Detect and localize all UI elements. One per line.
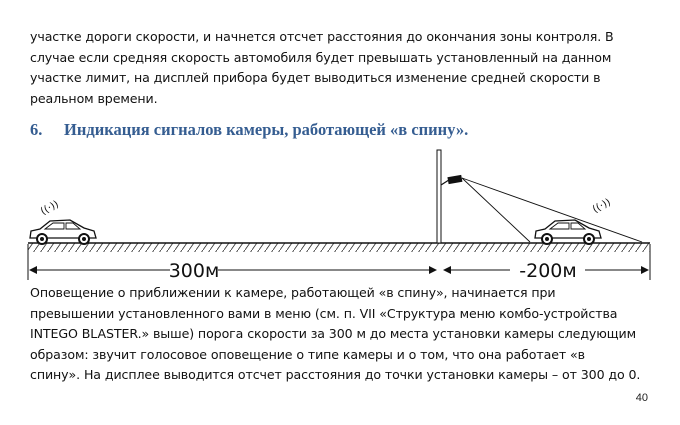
- road: [28, 243, 650, 252]
- text-line: участке лимит, на дисплей прибора будет выводиться изменение средней скорости в: [30, 70, 601, 85]
- page-number: 40: [635, 392, 648, 404]
- paragraph-intro: [30, 27, 655, 109]
- radar-signal-icon: ((·)): [590, 196, 613, 216]
- text-line: участке дороги скорости, и начнется отсчет расстояния до окончания зоны контроля. В: [30, 29, 614, 44]
- section-number: 6.: [30, 120, 43, 139]
- text-line: спину». На дисплее выводится отсчет расстояния до точки установки камеры – от 300 до 0.: [30, 367, 641, 382]
- camera-distance-diagram: [0, 140, 680, 282]
- text-line: превышении установленного вами в меню (см. п. VII «Структура меню комбо-устройства: [30, 305, 618, 321]
- text-line: Оповещение о приближении к камере, работающей «в спину», начинается при: [30, 285, 556, 300]
- text-line: образом: звучит голосовое оповещение о типе камеры и о том, что она работает «в: [30, 346, 585, 362]
- section-title: Индикация сигналов камеры, работающей «в спину».: [64, 120, 469, 139]
- text-line: случае если средняя скорость автомобиля будет превышать установленный на данном: [30, 49, 612, 65]
- distance-label-300: 300м: [168, 260, 220, 282]
- paragraph-description: [30, 283, 655, 386]
- radar-signal-icon: ((·)): [38, 198, 61, 218]
- text-line: реальном времени.: [30, 90, 158, 106]
- section-heading: [30, 120, 468, 140]
- car-icon: [30, 220, 96, 244]
- distance-label-minus-200: -200м: [519, 260, 577, 282]
- camera-pole-icon: [437, 150, 462, 243]
- text-line: INTEGO BLASTER.» выше) порога скорости за 300 м до места установки камеры следующим: [30, 326, 637, 341]
